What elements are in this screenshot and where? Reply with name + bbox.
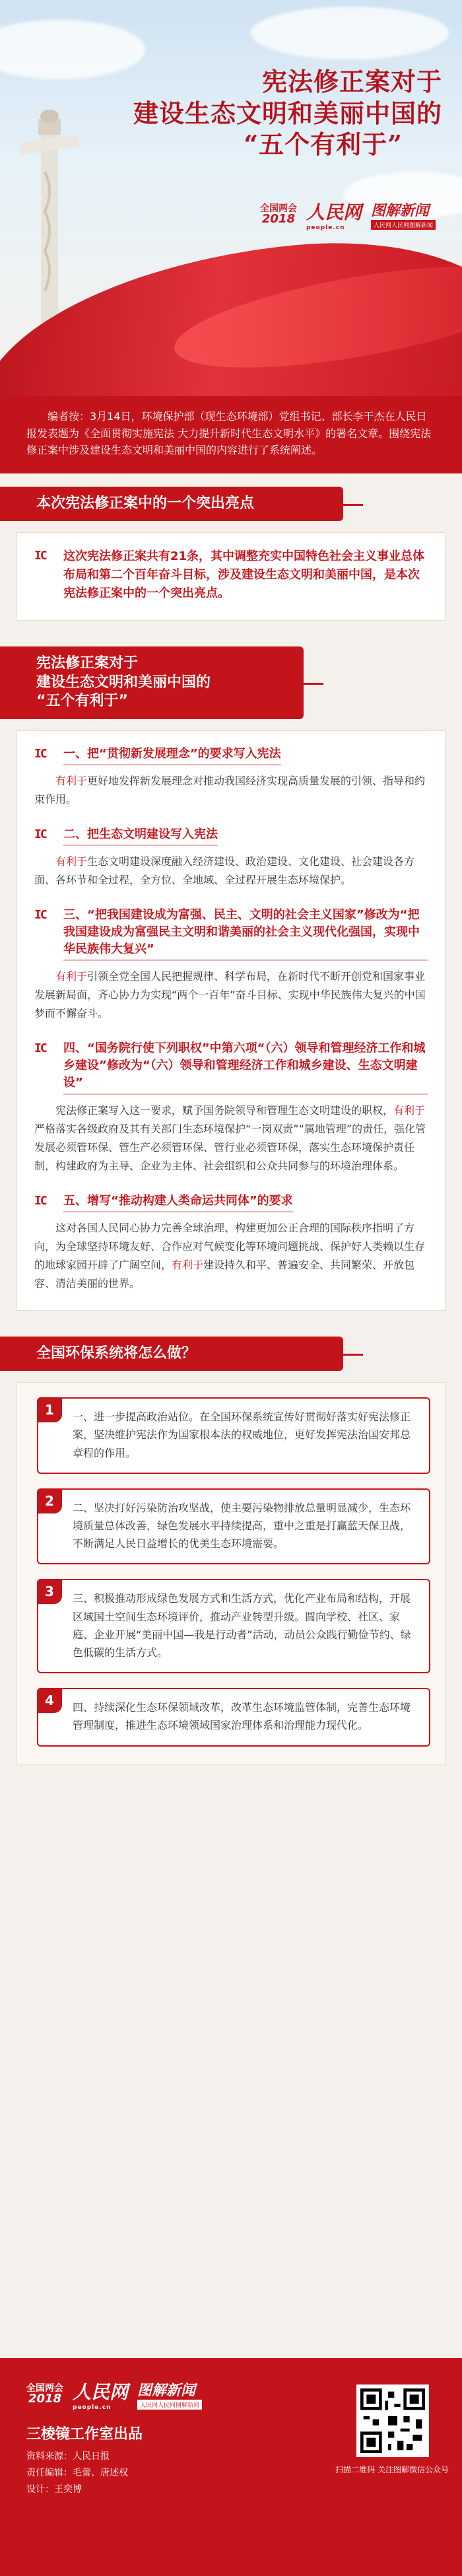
qr-code-icon[interactable] xyxy=(356,2385,429,2457)
lianghui-logo: 全国两会 2018 xyxy=(26,2383,63,2406)
benefit-body: 有利于更好地发挥新发展理念对推动我国经济实现高质量发展的引领、指导和约束作用。 xyxy=(34,774,426,806)
header-banner xyxy=(0,0,462,396)
action-item: 2 二、坚决打好污染防治攻坚战，使主要污染物排放总量明显减少，生态环境质量总体改善，绿色发展水平持续提高，重中之重是打赢蓝天保卫战，不断满足人民日益增长的优美生态环境需要。 xyxy=(37,1488,430,1565)
design-credit: 设计：王奕博 xyxy=(26,2484,82,2495)
action-item: 4 四、持续深化生态环保领域改革，改革生态环境监管体制，完善生态环境管理制度，推进生态环境领域国家治理体系和治理能力现代化。 xyxy=(37,1688,430,1746)
source-credit: 资料来源：人民日报 xyxy=(26,2451,110,2462)
action-item: 1 一、进一步提高政治站位。在全国环保系统宣传好贯彻好落实好宪法修正案，坚决维护宪法作为国家根本法的权威地位，更好发挥宪法治国安邦总章程的作用。 xyxy=(37,1397,430,1474)
benefits-card xyxy=(17,731,445,1310)
number-badge: 2 xyxy=(37,1488,62,1514)
benefit-heading: 四、“国务院行使下列职权”中第六项“（六）领导和管理经济工作和城乡建设”修改为“（六）领导和管理经济工作和城乡建设、生态文明建设” xyxy=(63,1040,428,1094)
highlight-text: 这次宪法修正案共有21条，其中调整充实中国特色社会主义事业总体布局和第二个百年奋斗目标，涉及建设生态文明和美丽中国，是本次宪法修正案中的一个突出亮点。 xyxy=(63,549,425,601)
benefit-heading: 三、“把我国建设成为富强、民主、文明的社会主义国家”修改为“把我国建设成为富强民主文明和谐美丽的社会主义现代化强国，实现中华民族伟大复兴” xyxy=(63,907,428,961)
people-cn-logo: 人民网 people.cn xyxy=(73,2381,129,2411)
people-cn-logo: 人民网 people.cn xyxy=(306,201,362,231)
editor-note: 编者按：3月14日，环境保护部（现生态环境部）党组书记、部长李干杰在人民日报发表题为《全面贯彻实施宪法 大力提升新时代生态文明水平》的署名文章。围绕宪法修正案中涉及建设生态文明和美丽中国的内容进行了系统阐述。 xyxy=(0,396,462,473)
highlight-card xyxy=(17,533,445,620)
editor-credit: 责任编辑：毛蕾、唐述权 xyxy=(26,2468,128,2479)
section-heading: 本次宪法修正案中的一个突出亮点 xyxy=(0,487,343,522)
benefit-item xyxy=(34,1193,428,1293)
benefit-heading: 五、增写“推动构建人类命运共同体”的要求 xyxy=(63,1193,293,1212)
ic-mark-icon: IC xyxy=(34,549,46,563)
number-badge: 3 xyxy=(37,1579,62,1604)
ic-mark-icon: IC xyxy=(34,908,46,922)
benefit-item xyxy=(34,907,428,1023)
tujie-news-logo: 图解新闻 人民网人民网图解新闻 xyxy=(371,199,436,230)
ic-mark-icon: IC xyxy=(34,746,46,761)
benefit-item xyxy=(34,826,428,889)
benefit-body: 这对各国人民同心协力完善全球治理、构建更加公正合理的国际秩序指明了方向，为全球坚持环境友好、合作应对气候变化等环境问题挑战、保护好人类赖以生存的地球家园开辟了广阔空间，有利于建设持久和平、普遍安全、共同繁荣、开放包容、清洁美丽的世界。 xyxy=(34,1221,426,1290)
benefit-body: 宪法修正案写入这一要求，赋予国务院领导和管理生态文明建设的职权，有利于严格落实各级政府及其有关部门生态环境保护“一岗双责”“属地管理”的责任，强化管发展必须管环保、管生产必须管环保、管行业必须管环保，落实生态环境保护责任制，构建政府为主导、企业为主体、社会组织和公众共同参与的环境治理体系。 xyxy=(34,1103,426,1172)
number-badge: 1 xyxy=(37,1397,62,1422)
lianghui-logo: 全国两会 2018 xyxy=(259,203,297,226)
title-line-1: 宪法修正案对于 xyxy=(261,67,442,96)
ic-mark-icon: IC xyxy=(34,1193,46,1208)
ic-mark-icon: IC xyxy=(34,1041,46,1056)
section-actions xyxy=(0,1310,462,1764)
section-heading: 宪法修正案对于 建设生态文明和美丽中国的 “五个有利于” xyxy=(0,646,304,719)
section-highlight xyxy=(0,473,462,620)
number-badge: 4 xyxy=(37,1688,62,1713)
header-logos xyxy=(260,198,436,231)
qr-caption: 扫描二维码 关注图解微信公众号 xyxy=(335,2465,449,2474)
benefit-body: 有利于生态文明建设深度融入经济建设、政治建设、文化建设、社会建设各方面、各环节和全过程，全方位、全地域、全过程开展生态环境保护。 xyxy=(34,855,415,887)
title-line-2: 建设生态文明和美丽中国的 xyxy=(133,98,442,128)
section-heading: 全国环保系统将怎么做？ xyxy=(0,1337,343,1372)
section-five-benefits xyxy=(0,620,462,1310)
benefit-heading: 二、把生态文明建设写入宪法 xyxy=(63,826,218,846)
benefit-body: 有利于引领全党全国人民把握规律、科学布局，在新时代不断开创党和国家事业发展新局面，齐心协力为实现“两个一百年”奋斗目标、实现中华民族伟大复兴的中国梦而不懈奋斗。 xyxy=(34,970,426,1020)
benefit-item xyxy=(34,746,428,809)
page-title xyxy=(112,66,442,160)
ic-mark-icon: IC xyxy=(34,827,46,841)
tujie-news-logo: 图解新闻 人民网人民网图解新闻 xyxy=(137,2379,202,2410)
actions-card xyxy=(17,1383,445,1763)
benefit-item xyxy=(34,1040,428,1175)
benefit-heading: 一、把“贯彻新发展理念”的要求写入宪法 xyxy=(63,746,281,765)
footer xyxy=(0,2358,462,2576)
title-line-3: “五个有利于” xyxy=(244,129,403,159)
studio-credit: 三棱镜工作室出品 xyxy=(26,2426,143,2443)
action-item: 3 三、积极推动形成绿色发展方式和生活方式，优化产业布局和结构，开展区域国土空间生态环境评价，推动产业转型升级。圆向学校、社区、家庭、企业开展“美丽中国—我是行动者”活动，动员公众践行勤俭节约、绿色低碳的生活方式。 xyxy=(37,1579,430,1673)
